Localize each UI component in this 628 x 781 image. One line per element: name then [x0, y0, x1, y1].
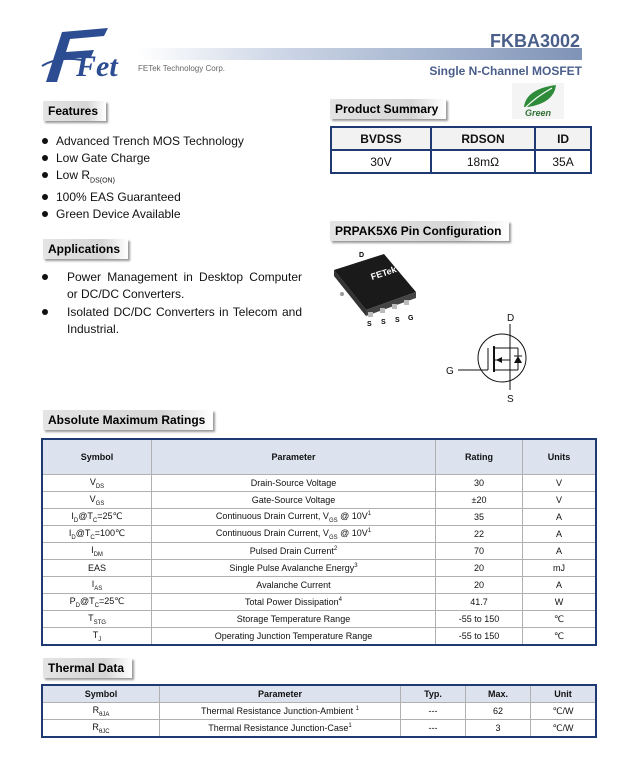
abs-max-header: Parameter [152, 439, 436, 475]
subscript: C [90, 534, 95, 541]
superscript: 3 [354, 563, 358, 569]
parameter-text: Total Power Dissipation [245, 597, 339, 607]
feature-item [41, 167, 311, 189]
symbol-main: V [89, 476, 96, 487]
symbol-main: I [68, 527, 72, 538]
parameter-cell [152, 492, 436, 509]
parameter-text: Single Pulse Avalanche Energy [229, 563, 355, 573]
symbol-main: I [91, 544, 94, 555]
subscript: DS [95, 483, 105, 490]
subscript: D [73, 517, 79, 524]
rating-cell: -55 to 150 [436, 628, 523, 646]
rating-cell: 30 [436, 475, 523, 492]
application-item: Power Management in Desktop Computer or DC/DC Converters. [41, 269, 302, 303]
typ-cell: --- [401, 720, 466, 738]
subscript: θJC [98, 728, 110, 735]
unit-cell: A [523, 543, 597, 560]
schematic-source-label: S [507, 394, 514, 405]
green-leaf-icon [512, 83, 564, 119]
rating-cell: 70 [436, 543, 523, 560]
abs-max-table [41, 438, 597, 646]
summary-value: 18mΩ [431, 150, 535, 173]
unit-cell: V [523, 475, 597, 492]
abs-max-header: Rating [436, 439, 523, 475]
symbol-tail: =25℃ [97, 510, 123, 521]
low-r-prefix: Low R [56, 168, 91, 182]
parameter-cell [152, 594, 436, 611]
parameter-text: Avalanche Current [256, 580, 331, 590]
unit-cell: mJ [523, 560, 597, 577]
pin-label-s1: S [367, 321, 372, 328]
unit-cell: V [523, 492, 597, 509]
parameter-tail: @ 10V [337, 527, 368, 538]
subscript: GS [328, 534, 338, 541]
table-row [42, 560, 596, 577]
table-row [42, 509, 596, 526]
subscript: C [92, 517, 98, 524]
superscript: 1 [367, 527, 372, 534]
pin-config-heading: PRPAK5X6 Pin Configuration [330, 221, 509, 241]
summary-header: BVDSS [331, 127, 431, 150]
company-name: FETek Technology Corp. [138, 64, 226, 73]
typ-cell: --- [401, 703, 466, 720]
parameter-cell [152, 611, 436, 628]
parameter-text: Gate-Source Voltage [251, 495, 336, 505]
parameter-cell [152, 526, 436, 543]
superscript: 1 [367, 510, 372, 517]
thermal-header: Symbol [42, 685, 160, 703]
schematic-gate-label: G [446, 366, 454, 377]
parameter-cell [152, 577, 436, 594]
parameter-text: Operating Junction Temperature Range [214, 631, 373, 641]
thermal-heading: Thermal Data [43, 658, 132, 678]
parameter-text: Drain-Source Voltage [250, 478, 337, 488]
table-row [42, 611, 596, 628]
symbol-cell [42, 509, 152, 526]
unit-cell: A [523, 526, 597, 543]
symbol-rest: @T [75, 527, 91, 538]
subscript: AS [94, 585, 103, 592]
abs-max-heading: Absolute Maximum Ratings [43, 410, 213, 430]
table-row [42, 475, 596, 492]
unit-cell: ℃ [523, 628, 597, 646]
superscript: 1 [355, 706, 359, 712]
symbol-cell [42, 577, 152, 594]
parameter-cell [152, 509, 436, 526]
fetek-logo [38, 26, 134, 86]
subscript: GS [328, 517, 338, 524]
subscript: J [98, 636, 102, 643]
symbol-cell [42, 720, 160, 738]
parameter-text: Thermal Resistance Junction-Ambient [201, 706, 356, 716]
thermal-header: Max. [466, 685, 531, 703]
unit-cell: ℃/W [531, 703, 597, 720]
subscript: DM [93, 551, 103, 558]
superscript: 1 [348, 723, 352, 729]
symbol-cell [42, 492, 152, 509]
symbol-main: R [92, 704, 100, 715]
feature-item: Low Gate Charge [41, 150, 311, 167]
pin-label-g: G [408, 315, 414, 322]
summary-value: 35A [535, 150, 591, 173]
abs-max-header: Units [523, 439, 597, 475]
symbol-cell [42, 594, 152, 611]
symbol-main: T [88, 612, 94, 623]
parameter-cell [152, 628, 436, 646]
subscript: GS [95, 500, 105, 507]
pin-label-s3: S [395, 317, 400, 324]
symbol-cell [42, 628, 152, 646]
symbol-rest: @T [80, 595, 95, 606]
symbol-cell [42, 611, 152, 628]
product-summary-heading: Product Summary [330, 99, 446, 119]
package-illustration [326, 248, 422, 334]
table-row [42, 577, 596, 594]
unit-cell: ℃ [523, 611, 597, 628]
unit-cell: ℃/W [531, 720, 597, 738]
subscript: D [75, 602, 80, 609]
subscript: C [94, 602, 99, 609]
device-subtitle: Single N-Channel MOSFET [429, 64, 582, 78]
table-row [42, 594, 596, 611]
unit-cell: W [523, 594, 597, 611]
unit-cell: A [523, 509, 597, 526]
rating-cell: ±20 [436, 492, 523, 509]
features-list [41, 133, 311, 223]
product-summary-table [330, 126, 592, 174]
symbol-cell [42, 543, 152, 560]
parameter-cell [160, 703, 401, 720]
thermal-header: Parameter [160, 685, 401, 703]
superscript: 4 [338, 597, 342, 603]
pin-label-d: D [359, 252, 365, 259]
thermal-header: Unit [531, 685, 597, 703]
symbol-tail: =100℃ [94, 527, 126, 538]
parameter-text: Continuous Drain Current, V [215, 510, 329, 521]
subscript: D [71, 534, 76, 541]
features-heading: Features [43, 101, 106, 121]
parameter-cell [152, 560, 436, 577]
parameter-text: Continuous Drain Current, V [215, 527, 329, 538]
parameter-cell [160, 720, 401, 738]
schematic-drain-label: D [507, 313, 515, 324]
table-row [42, 703, 596, 720]
parameter-cell [152, 543, 436, 560]
subscript: θJA [99, 711, 110, 718]
rating-cell: 41.7 [436, 594, 523, 611]
summary-header: ID [535, 127, 591, 150]
low-r-subscript: DS(ON) [90, 177, 115, 185]
rating-cell: 35 [436, 509, 523, 526]
rating-cell: 20 [436, 577, 523, 594]
applications-list [41, 269, 302, 339]
mosfet-schematic [440, 310, 540, 410]
parameter-text: Thermal Resistance Junction-Case [208, 723, 349, 733]
max-cell: 62 [466, 703, 531, 720]
thermal-header: Typ. [401, 685, 466, 703]
package-label: FETek [369, 264, 398, 282]
symbol-cell [42, 526, 152, 543]
parameter-text: Pulsed Drain Current [249, 546, 334, 556]
symbol-main: EAS [87, 563, 106, 573]
table-row [42, 526, 596, 543]
part-number: FKBA3002 [489, 31, 580, 51]
parameter-tail: @ 10V [337, 510, 368, 521]
feature-item: 100% EAS Guaranteed [41, 189, 311, 206]
green-label: Green [524, 108, 552, 118]
symbol-main: I [71, 510, 74, 521]
pin-label-s2: S [381, 319, 386, 326]
summary-value: 30V [331, 150, 431, 173]
summary-header: RDSON [431, 127, 535, 150]
rating-cell: 22 [436, 526, 523, 543]
symbol-cell [42, 703, 160, 720]
symbol-main: I [91, 578, 95, 589]
table-row [42, 628, 596, 646]
logo-text: Fet [76, 50, 118, 83]
symbol-main: T [92, 629, 99, 640]
symbol-main: V [89, 493, 96, 504]
rating-cell: -55 to 150 [436, 611, 523, 628]
parameter-cell [152, 475, 436, 492]
symbol-main: R [92, 721, 99, 732]
parameter-text: Storage Temperature Range [236, 614, 351, 624]
application-item: Isolated DC/DC Converters in Telecom and Industrial. [41, 304, 302, 338]
unit-cell: A [523, 577, 597, 594]
symbol-cell [42, 475, 152, 492]
table-row [42, 543, 596, 560]
table-row [42, 492, 596, 509]
subscript: STG [93, 619, 106, 626]
feature-item: Advanced Trench MOS Technology [41, 133, 311, 150]
applications-heading: Applications [43, 239, 128, 259]
symbol-main: P [69, 595, 76, 606]
superscript: 2 [333, 546, 338, 552]
symbol-tail: =25℃ [98, 595, 125, 606]
feature-item: Green Device Available [41, 206, 311, 223]
symbol-rest: @T [78, 510, 93, 521]
max-cell: 3 [466, 720, 531, 738]
symbol-cell [42, 560, 152, 577]
table-row [42, 720, 596, 738]
rating-cell: 20 [436, 560, 523, 577]
thermal-table [41, 684, 597, 738]
abs-max-header: Symbol [42, 439, 152, 475]
